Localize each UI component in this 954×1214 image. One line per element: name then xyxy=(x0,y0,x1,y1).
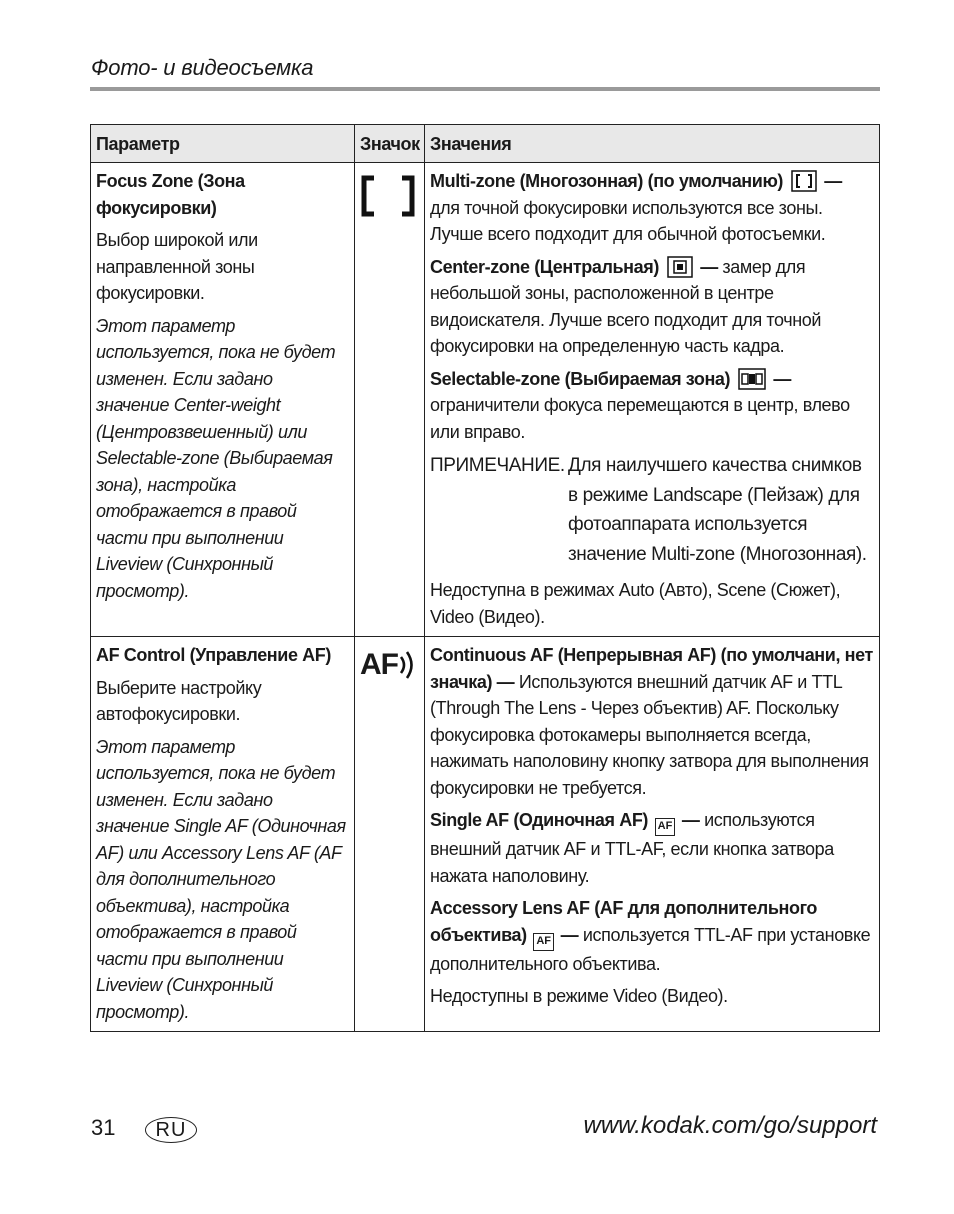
selectable-zone-icon xyxy=(738,368,766,390)
param-description: Выберите настройку автофокусировки. xyxy=(96,677,262,724)
dash: — xyxy=(773,368,791,389)
option-accessory-lens-af xyxy=(430,895,874,977)
param-description: Выбор широкой или направленной зоны фокусировки. xyxy=(96,230,258,303)
option-selectable-zone xyxy=(430,366,874,446)
option-title: Multi-zone (Многозонная) (по умолчанию) xyxy=(430,171,784,191)
af-icon-text: AF xyxy=(360,648,398,681)
param-title: AF Control (Управление AF) xyxy=(96,645,331,665)
option-title: Selectable-zone (Выбираемая зона) xyxy=(430,368,731,389)
icon-cell xyxy=(355,163,425,637)
settings-table xyxy=(90,124,880,1032)
option-title: Continuous AF (Непрерывная AF) (по умолчани, нет значка) xyxy=(430,645,873,692)
single-af-icon: AF xyxy=(655,818,676,836)
option-title: Accessory Lens AF (AF для дополнительного объектива) xyxy=(430,898,818,945)
note-label: ПРИМЕЧАНИЕ. xyxy=(430,455,565,476)
dash: — xyxy=(681,810,700,830)
param-cell xyxy=(91,163,355,637)
support-url: www.kodak.com/go/support xyxy=(583,1112,877,1139)
table-row xyxy=(91,637,880,1032)
multi-zone-icon xyxy=(791,170,817,192)
param-note: Этот параметр используется, пока не будет изменен. Если задано значение Single AF (Одиночная AF) или Accessory Lens AF (AF для дополнительного объектива), настройка отображается в правой части при выполнении Liveview (Синхронный просмотр). xyxy=(96,736,346,1022)
option-text: используется TTL-AF при установке дополнительного объектива. xyxy=(430,924,871,974)
table-row xyxy=(91,163,880,637)
column-header-icon: Значок xyxy=(355,125,425,163)
option-text: для точной фокусировки используются все зоны. Лучше всего подходит для обычной фотосъемки. xyxy=(430,197,826,244)
option-text: используются внешний датчик AF и TTL-AF, если кнопка затвора нажата наполовину. xyxy=(430,810,834,886)
option-text: Используются внешний датчик AF и TTL (Through The Lens - Через объектив) AF. Поскольку фокусировка фотокамеры выполняется всегда, нажимать наполовину кнопку затвора для выполнения фокусировки не требуется. xyxy=(430,671,869,798)
column-header-values: Значения xyxy=(425,125,880,163)
focus-zone-bracket-icon xyxy=(360,174,416,218)
option-multi-zone xyxy=(430,168,874,248)
header-rule xyxy=(90,87,880,91)
availability-note: Недоступна в режимах Auto (Авто), Scene (Сюжет), Video (Видео). xyxy=(430,580,841,627)
option-title: Single AF (Одиночная AF) xyxy=(430,810,649,830)
param-title: Focus Zone (Зона фокусировки) xyxy=(96,171,245,218)
dash: — xyxy=(700,256,718,277)
option-text: замер для небольшой зоны, расположенной в центре видоискателя. Лучше всего подходит для точной фокусировки на определенную часть кадра. xyxy=(430,256,822,356)
option-single-af xyxy=(430,807,874,889)
param-note: Этот параметр используется, пока не будет изменен. Если задано значение Center-weight (Центровзвешенный) или Selectable-zone (Выбираемая зона), настройка отображается в правой части при выполнении Liveview (Синхронный просмотр). xyxy=(96,315,336,601)
af-waves-icon xyxy=(398,649,416,681)
dash: — xyxy=(560,924,579,945)
page-section-title: Фото- и видеосъемка xyxy=(91,55,314,80)
center-zone-icon xyxy=(667,256,693,278)
column-header-param: Параметр xyxy=(91,125,355,163)
table-header-row xyxy=(91,125,880,163)
page-number: 31 xyxy=(91,1115,116,1140)
option-text: ограничители фокуса перемещаются в центр, влево или вправо. xyxy=(430,395,850,442)
note-block xyxy=(430,451,874,569)
dash: — xyxy=(496,671,515,692)
option-center-zone xyxy=(430,254,874,360)
accessory-lens-af-icon: AF xyxy=(533,933,554,951)
dash: — xyxy=(824,171,842,191)
option-continuous-af xyxy=(430,642,874,801)
language-badge: RU xyxy=(145,1117,197,1143)
option-title: Center-zone (Центральная) xyxy=(430,256,659,277)
values-cell xyxy=(425,163,880,637)
param-cell xyxy=(91,637,355,1032)
values-cell xyxy=(425,637,880,1032)
note-text: Для наилучшего качества снимков в режиме Landscape (Пейзаж) для фотоаппарата используется значение Multi-zone (Многозонная). xyxy=(568,455,867,565)
icon-cell xyxy=(355,637,425,1032)
availability-note: Недоступны в режиме Video (Видео). xyxy=(430,986,728,1006)
af-control-icon xyxy=(360,648,416,682)
